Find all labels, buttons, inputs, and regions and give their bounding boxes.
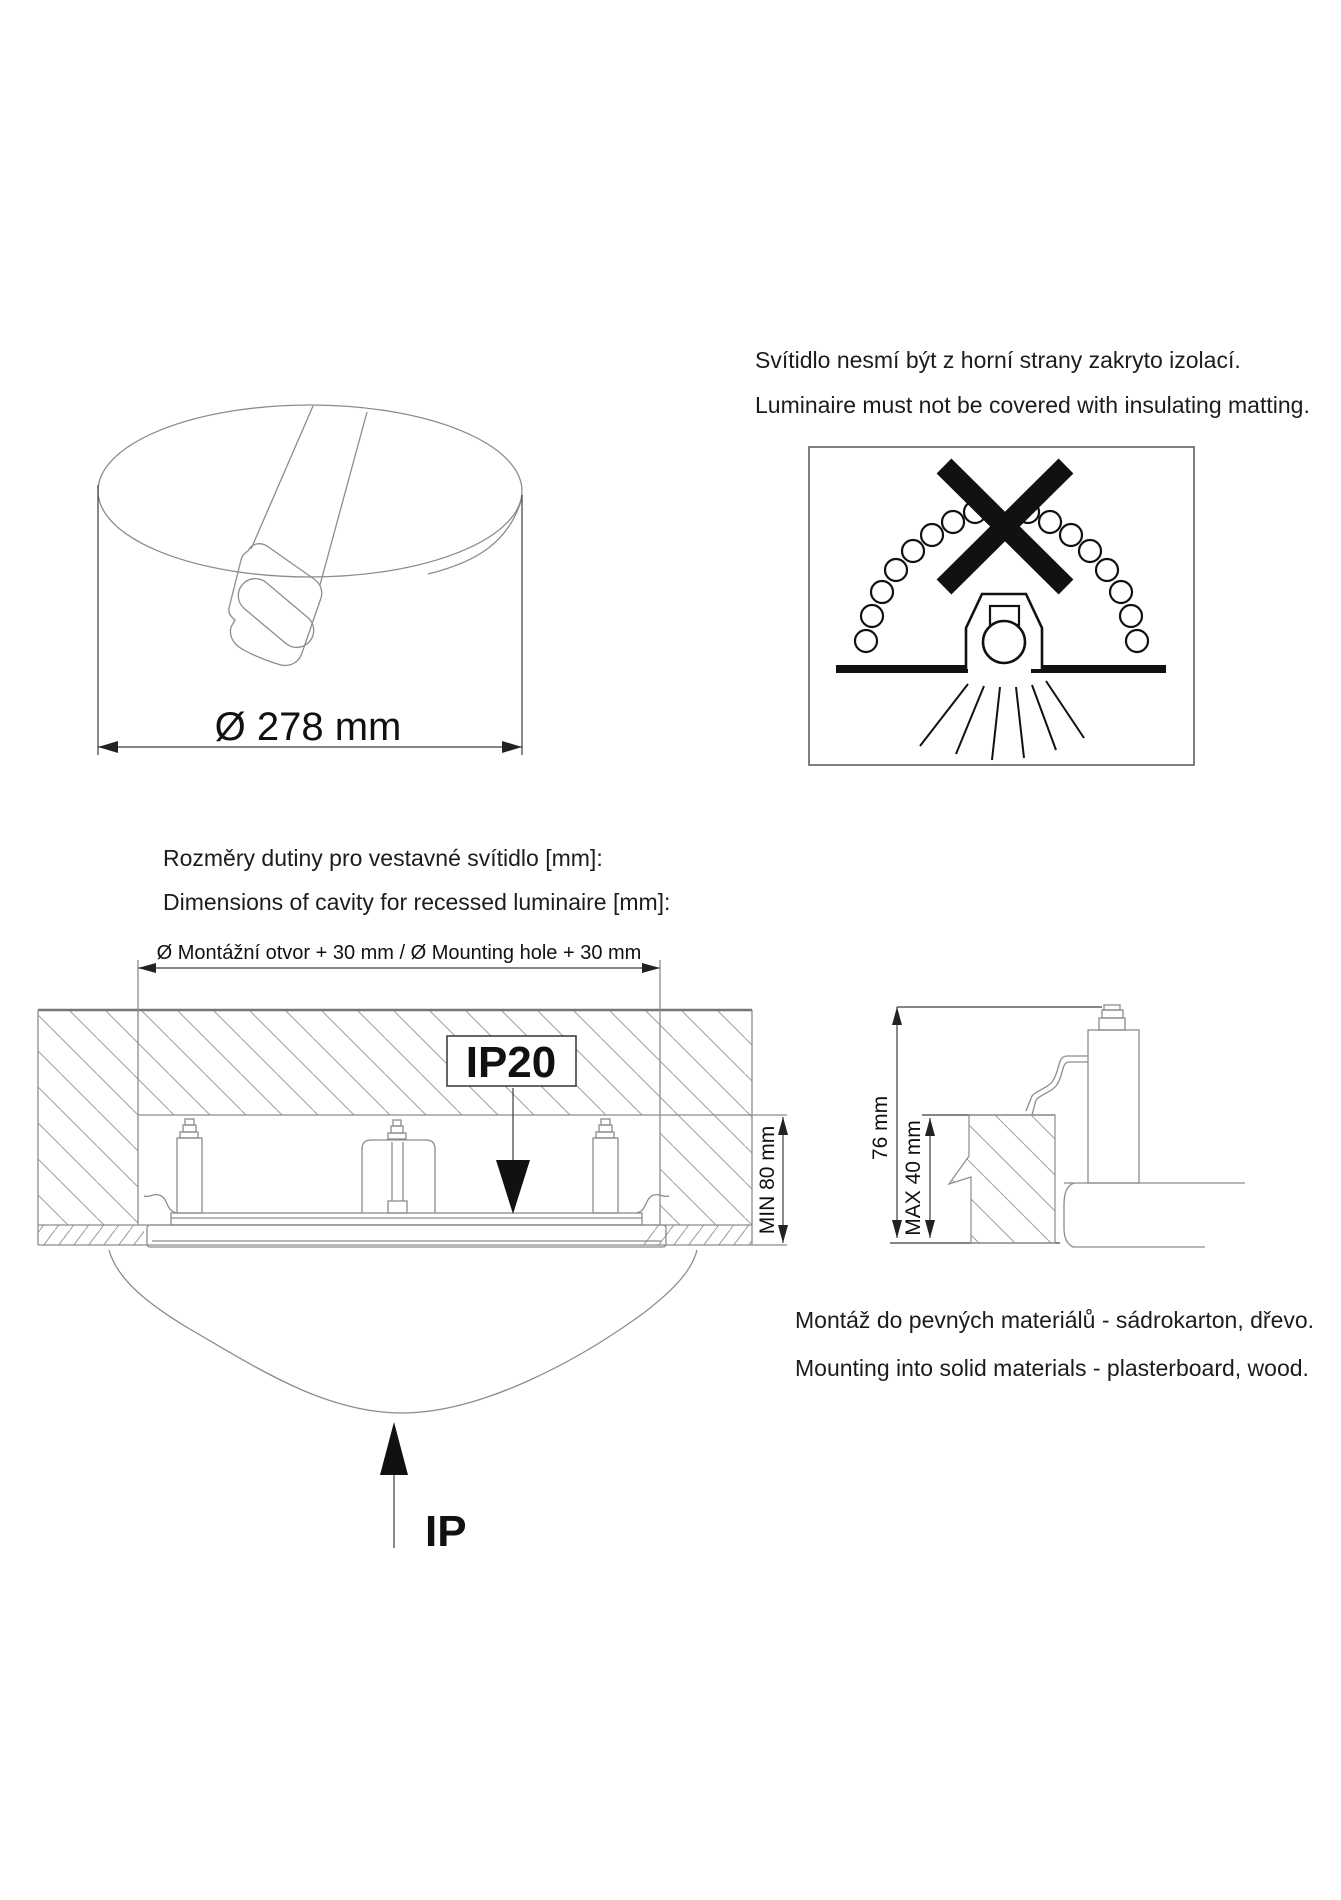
warning-note-cs: Svítidlo nesmí být z horní strany zakryto izolací. xyxy=(755,347,1241,373)
ip20-callout xyxy=(447,1036,576,1214)
mounting-detail-drawing xyxy=(860,980,1260,1280)
lamp-housing-icon xyxy=(966,594,1042,669)
min-depth-dimension xyxy=(756,1117,788,1243)
min-depth-label: MIN 80 mm xyxy=(756,1125,779,1235)
max-thickness-label: MAX 40 mm xyxy=(902,1120,925,1236)
strap-slot xyxy=(231,572,320,655)
up-arrow-icon xyxy=(380,1422,408,1475)
luminaire-top-view-drawing xyxy=(30,390,540,770)
glass-dome-outline xyxy=(109,1250,697,1413)
cavity-note-cs: Rozměry dutiny pro vestavné svítidlo [mm]: xyxy=(163,845,603,871)
luminaire-trim-ring xyxy=(147,1225,666,1247)
mounting-post-right xyxy=(593,1119,618,1213)
height-label: 76 mm xyxy=(869,1095,892,1161)
dimension-arrow-right xyxy=(502,741,522,753)
solid-material-block xyxy=(949,1115,1055,1243)
mounting-hole-dimension xyxy=(138,942,660,973)
recessed-luminaire xyxy=(144,1119,669,1247)
ip20-arrow-icon xyxy=(496,1160,530,1214)
no-insulation-icon xyxy=(808,446,1195,766)
mounting-note-cs: Montáž do pevných materiálů - sádrokarton, dřevo. xyxy=(795,1307,1315,1333)
mounting-strap xyxy=(229,406,367,665)
cavity-note xyxy=(163,836,670,924)
mounting-hole-label: Ø Montážní otvor + 30 mm / Ø Mounting hole + 30 mm xyxy=(156,942,642,964)
luminaire-base xyxy=(171,1213,642,1225)
luminaire-dome-outline xyxy=(98,405,522,577)
mounting-note xyxy=(795,1296,1314,1392)
detail-luminaire-base xyxy=(1064,1183,1245,1247)
spring-clip-left xyxy=(144,1195,177,1213)
insulation-hatch xyxy=(38,1010,752,1225)
strap-plate xyxy=(229,544,322,666)
mounting-note-en: Mounting into solid materials - plasterboard, wood. xyxy=(795,1355,1309,1381)
ip-callout xyxy=(380,1422,467,1556)
warning-note-en: Luminaire must not be covered with insulating matting. xyxy=(755,392,1310,418)
center-bracket xyxy=(362,1120,435,1213)
clip-arm xyxy=(1026,1056,1088,1115)
cross-section-drawing xyxy=(25,930,815,1570)
detail-mounting-post xyxy=(1088,1005,1139,1183)
dome-silhouette-curve xyxy=(428,498,522,574)
cavity-note-en: Dimensions of cavity for recessed luminaire [mm]: xyxy=(163,889,671,915)
mounting-post-left xyxy=(177,1119,202,1213)
ceiling-board-hatch xyxy=(38,1225,752,1245)
dimension-arrow-left xyxy=(98,741,118,753)
ip-label: IP xyxy=(425,1507,467,1556)
warning-note xyxy=(755,338,1310,428)
diameter-label: Ø 278 mm xyxy=(214,705,402,749)
ip20-label: IP20 xyxy=(465,1038,557,1087)
